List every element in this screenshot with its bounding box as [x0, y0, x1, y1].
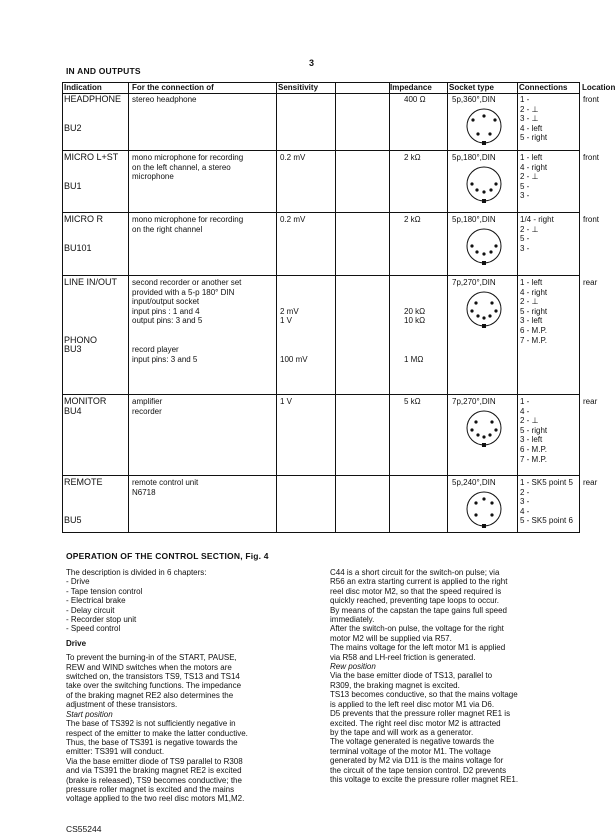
din-pin: [474, 420, 477, 423]
text-line: emitter: TS391 will conduct.: [66, 747, 165, 757]
cell-location: front: [583, 215, 600, 224]
cell-connections-line: 7 - M.P.: [520, 454, 547, 464]
cell-indication: [64, 278, 117, 355]
cell-connections: [520, 215, 554, 253]
din-socket-icon: [465, 490, 503, 528]
cell-connection-of-line: on the left channel, a stereo: [132, 162, 231, 172]
din-socket-key: [482, 443, 486, 447]
cell-impedance-line: 1 MΩ: [404, 354, 424, 364]
cell-impedance-line: [404, 297, 425, 307]
cell-indication-line: [64, 105, 121, 115]
text-line: excited. The right reel disc motor M2 is attracted: [330, 718, 501, 728]
text-line: Via the base emitter diode of TS13, parallel to: [330, 671, 493, 681]
header-connection-of: For the connection of: [132, 83, 214, 92]
cell-indication-line: [64, 288, 117, 298]
left-text-column: [66, 568, 316, 804]
cell-connection-of-line: microphone: [132, 172, 174, 182]
cell-connections-line: 3 - left: [520, 316, 543, 326]
din-socket-outline: [467, 109, 501, 143]
din-pin: [474, 301, 477, 304]
cell-impedance: [404, 215, 421, 225]
text-line: motor M2 will be supplied via R57.: [330, 633, 452, 643]
header-sensitivity: Sensitivity: [278, 83, 319, 92]
cell-connection-of-line: mono microphone for recording: [132, 153, 244, 162]
text-line: quickly reached, preventing tape loops to occur.: [330, 596, 499, 606]
din-pin: [475, 188, 478, 191]
row-rule: [62, 394, 580, 395]
text-line: this voltage to excite the pressure roller magnet RE1.: [330, 774, 519, 784]
din-pin: [470, 309, 473, 312]
cell-connection-of-line: recorder: [132, 406, 162, 416]
cell-indication-line: [64, 307, 117, 317]
cell-connection-of-line: amplifier: [132, 397, 163, 406]
cell-connections-line: 2 - ⊥: [520, 416, 539, 426]
section-title: IN AND OUTPUTS: [66, 66, 141, 76]
cell-connections-line: 1 - SK5 point 5: [520, 478, 573, 487]
text-line: respect of the emitter to make the latter conductive.: [66, 728, 248, 738]
cell-sensitivity-line: [280, 336, 308, 346]
cell-connection-of: [132, 478, 198, 497]
cell-indication-line: [64, 297, 117, 307]
text-line: reel disc motor M2, so that the speed required is: [330, 586, 502, 596]
subheading: Start position: [66, 709, 113, 719]
header-indication: Indication: [64, 83, 102, 92]
din-pin: [471, 118, 474, 121]
col-rule: [517, 82, 518, 533]
cell-connections-line: 2 - ⊥: [520, 172, 539, 182]
text-line: of the braking magnet RE2 also determines the: [66, 690, 234, 700]
cell-impedance-line: 2 kΩ: [404, 215, 421, 224]
cell-connections: [520, 397, 547, 464]
din-pin: [489, 188, 492, 191]
text-line: - Speed control: [66, 624, 121, 634]
cell-connections-line: 3 -: [520, 191, 530, 201]
cell-connections-line: 3 -: [520, 243, 530, 253]
cell-indication-line: [64, 225, 103, 235]
text-line: and via TS391 the braking magnet RE2 is excited: [66, 766, 242, 776]
cell-indication-line: BU1: [64, 180, 82, 191]
text-line: is applied to the left reel disc motor M1 via D6.: [330, 699, 495, 709]
cell-sensitivity-line: [280, 288, 308, 298]
din-pin: [482, 114, 485, 117]
cell-sensitivity: [280, 397, 292, 407]
text-line: R309, the braking magnet is excited.: [330, 680, 460, 690]
text-line: The voltage generated is negative towards the: [330, 737, 495, 747]
cell-impedance-line: [404, 288, 425, 298]
din-pin: [476, 314, 479, 317]
cell-connections-line: 2 - ⊥: [520, 224, 539, 234]
subheading: Drive: [66, 638, 87, 648]
cell-socket-type: 5p,180°,DIN: [452, 215, 496, 224]
cell-connection-of-line: record player: [132, 345, 179, 355]
cell-impedance: [404, 95, 426, 105]
cell-connections-line: 5 - right: [520, 133, 548, 143]
text-line: immediately.: [330, 615, 375, 625]
col-rule: [276, 82, 277, 533]
cell-connections-line: 3 - ⊥: [520, 114, 539, 124]
text-line: Thus, the base of TS391 is negative towards the: [66, 737, 238, 747]
din-pin: [494, 428, 497, 431]
cell-connection-of: [132, 153, 243, 182]
cell-impedance: [404, 397, 421, 407]
row-rule: [62, 150, 580, 151]
din-pin: [482, 435, 485, 438]
din-pin: [474, 513, 477, 516]
cell-indication-line: LINE IN/OUT: [64, 277, 118, 287]
cell-indication-line: PHONO: [64, 334, 98, 345]
cell-connection-of: [132, 278, 241, 364]
din-socket-key: [482, 141, 486, 145]
text-line: via R58 and LH-reel friction is generated.: [330, 652, 476, 662]
cell-sensitivity-line: [280, 297, 308, 307]
text-line: Via the base emitter diode of TS9 parallel to R308: [66, 756, 243, 766]
text-line: After the switch-on pulse, the voltage for the right: [330, 624, 504, 634]
din-pin: [474, 501, 477, 504]
col-rule: [128, 82, 129, 533]
cell-sensitivity-line: [280, 326, 308, 336]
text-line: The mains voltage for the left motor M1 is applied: [330, 643, 506, 653]
text-line: - Electrical brake: [66, 596, 126, 606]
operation-title: OPERATION OF THE CONTROL SECTION, Fig. 4: [66, 551, 269, 561]
cell-sensitivity: [280, 153, 305, 163]
cell-connection-of-line: input/output socket: [132, 297, 200, 307]
cell-connection-of-line: [132, 336, 241, 346]
din-socket-icon: [465, 165, 503, 203]
cell-connections-line: 6 - M.P.: [520, 444, 547, 454]
cell-sensitivity-line: [280, 478, 282, 488]
din-socket-outline: [467, 292, 501, 326]
cell-connections-line: 5 - SK5 point 6: [520, 516, 573, 526]
header-location: Location: [582, 83, 615, 92]
cell-impedance-line: 5 kΩ: [404, 397, 421, 406]
cell-sensitivity-line: [280, 278, 308, 288]
cell-sensitivity-line: [280, 95, 282, 105]
din-pin: [494, 182, 497, 185]
cell-connections-line: 4 - left: [520, 123, 543, 133]
text-line: The base of TS392 is not sufficiently negative in: [66, 719, 236, 729]
din-pin: [488, 132, 491, 135]
din-pin: [493, 118, 496, 121]
din-pin: [482, 190, 485, 193]
din-pin: [488, 433, 491, 436]
cell-impedance-line: [404, 345, 425, 355]
cell-indication-line: [64, 488, 103, 498]
col-rule: [579, 82, 580, 533]
din-pin: [490, 420, 493, 423]
row-rule: [62, 275, 580, 276]
header-impedance: Impedance: [390, 83, 432, 92]
cell-socket-type: 7p,270°,DIN: [452, 278, 496, 287]
text-line: D5 prevents that the pressure roller magnet RE1 is: [330, 709, 511, 719]
din-socket-key: [482, 261, 486, 265]
subheading: Rew position: [330, 662, 376, 672]
cell-impedance: [404, 153, 421, 163]
cell-connection-of: [132, 215, 243, 234]
col-rule: [389, 82, 390, 533]
din-pin: [476, 433, 479, 436]
din-pin: [494, 309, 497, 312]
cell-impedance-line: 400 Ω: [404, 95, 426, 104]
row-rule: [62, 212, 580, 213]
cell-connections-line: 5 -: [520, 234, 530, 244]
cell-indication-line: HEADPHONE: [64, 94, 122, 104]
din-pin: [489, 250, 492, 253]
cell-sensitivity-line: [280, 345, 308, 355]
cell-sensitivity: [280, 95, 282, 105]
din-pin: [494, 244, 497, 247]
cell-indication-line: MICRO L+ST: [64, 152, 119, 162]
text-line: voltage applied to the two reel disc motors M1,M2.: [66, 794, 245, 804]
cell-connections: [520, 95, 547, 143]
in-out-table: [62, 82, 615, 533]
col-rule: [62, 82, 63, 533]
din-pin: [470, 428, 473, 431]
din-pin: [490, 501, 493, 504]
cell-impedance-line: 20 kΩ: [404, 306, 426, 316]
header-connections: Connections: [519, 83, 568, 92]
cell-impedance-line: [404, 478, 406, 488]
cell-connection-of-line: N6718: [132, 487, 156, 497]
cell-connection-of: [132, 95, 197, 105]
cell-connections: [520, 153, 547, 201]
cell-sensitivity: [280, 478, 282, 488]
header-socket-type: Socket type: [449, 83, 494, 92]
cell-socket-type: 5p,180°,DIN: [452, 153, 496, 162]
cell-connections-line: 2 -: [520, 487, 530, 497]
cell-connection-of-line: input pins: 3 and 5: [132, 354, 198, 364]
footer-code: CS55244: [66, 824, 102, 834]
din-socket-icon: [465, 107, 503, 145]
cell-connections-line: 4 -: [520, 406, 530, 416]
cell-indication-line: MICRO R: [64, 214, 103, 224]
cell-connections-line: 4 - right: [520, 287, 548, 297]
text-line: - Recorder stop unit: [66, 615, 137, 625]
cell-connections-line: 1 -: [520, 397, 530, 406]
cell-connections-line: 7 - M.P.: [520, 335, 547, 345]
din-pin: [476, 132, 479, 135]
cell-location: rear: [583, 278, 598, 287]
din-pin: [475, 250, 478, 253]
cell-location: front: [583, 95, 600, 104]
cell-connection-of: [132, 397, 162, 416]
cell-connections: [520, 478, 573, 526]
din-socket-icon: [465, 290, 503, 328]
cell-sensitivity-line: 0.2 mV: [280, 215, 306, 224]
cell-connections: [520, 278, 547, 345]
table-header-rule: [62, 93, 580, 94]
cell-connection-of-line: mono microphone for recording: [132, 215, 244, 224]
cell-location: rear: [583, 397, 598, 406]
text-line: generated by M2 via D11 is the mains voltage for: [330, 756, 504, 766]
text-line: To prevent the burning-in of the START, PAUSE,: [66, 653, 237, 663]
cell-impedance-line: [404, 278, 425, 288]
cell-sensitivity-line: 0.2 mV: [280, 153, 306, 162]
cell-indication-line: [64, 316, 117, 326]
cell-connections-line: 1 - left: [520, 278, 543, 287]
text-line: take over the switching functions. The impedance: [66, 681, 242, 691]
cell-sensitivity-line: 100 mV: [280, 354, 308, 364]
cell-indication-line: BU5: [64, 515, 82, 526]
cell-connections-line: 6 - M.P.: [520, 325, 547, 335]
cell-connection-of-line: input pins : 1 and 4: [132, 306, 200, 316]
cell-indication-line: BU101: [64, 242, 92, 253]
cell-connections-line: 5 - right: [520, 306, 548, 316]
text-line: By means of the capstan the tape gains full speed: [330, 605, 508, 615]
text-line: (brake is released), TS9 becomes conductive; the: [66, 775, 242, 785]
table-bottom-rule: [62, 532, 580, 533]
cell-impedance-line: [404, 326, 425, 336]
cell-impedance: [404, 278, 425, 364]
din-socket-key: [482, 524, 486, 528]
cell-impedance-line: 10 kΩ: [404, 316, 426, 326]
cell-connection-of-line: [132, 326, 241, 336]
right-text-column: [330, 568, 580, 784]
cell-sensitivity: [280, 215, 305, 225]
din-pin: [482, 316, 485, 319]
cell-connection-of-line: second recorder or another set: [132, 278, 242, 287]
cell-indication-line: BU3: [64, 344, 82, 355]
din-pin: [490, 301, 493, 304]
text-line: terminal voltage of the motor M1. The voltage: [330, 746, 491, 756]
cell-indication-line: BU2: [64, 122, 82, 133]
cell-impedance-line: [404, 336, 425, 346]
cell-connection-of-line: provided with a 5-p 180° DIN: [132, 287, 235, 297]
cell-indication-line: [64, 163, 118, 173]
din-pin: [488, 314, 491, 317]
cell-indication: [64, 397, 106, 416]
din-socket-icon: [465, 227, 503, 265]
cell-indication-line: MONITOR: [64, 396, 107, 406]
cell-connections-line: 3 -: [520, 497, 530, 507]
cell-location: rear: [583, 478, 598, 487]
page-number: 3: [309, 58, 315, 68]
cell-connections-line: 1 - left: [520, 153, 543, 162]
cell-indication: [64, 215, 103, 253]
col-rule: [335, 82, 336, 533]
cell-indication-line: [64, 497, 103, 507]
text-line: TS13 becomes conductive, so that the mains voltage: [330, 690, 518, 700]
cell-socket-type: 5p,240°,DIN: [452, 478, 496, 487]
text-line: the circuit of the tape tension control. D2 prevents: [330, 765, 507, 775]
cell-sensitivity-line: 1 V: [280, 397, 293, 406]
text-line: pressure roller magnet is excited and the mains: [66, 784, 235, 794]
text-line: adjustment of these transistors.: [66, 700, 178, 710]
din-socket-key: [482, 199, 486, 203]
cell-connection-of-line: on the right channel: [132, 224, 203, 234]
cell-connections-line: 3 - left: [520, 435, 543, 445]
text-line: REW and WIND switches when the motors are: [66, 662, 232, 672]
cell-connection-of-line: remote control unit: [132, 478, 199, 487]
col-rule: [447, 82, 448, 533]
cell-sensitivity-line: 1 V: [280, 316, 293, 326]
cell-indication: [64, 95, 121, 133]
text-line: switched on, the transistors TS9, TS13 and TS14: [66, 672, 240, 682]
din-pin: [470, 182, 473, 185]
text-line: C44 is a short circuit for the switch-on pulse; via: [330, 568, 500, 577]
cell-socket-type: 5p,360°,DIN: [452, 95, 496, 104]
cell-connections-line: 2 - ⊥: [520, 104, 539, 114]
cell-connections-line: 5 - right: [520, 425, 548, 435]
cell-indication: [64, 478, 103, 526]
din-pin: [490, 513, 493, 516]
cell-impedance-line: 2 kΩ: [404, 153, 421, 162]
cell-connections-line: 1/4 - right: [520, 215, 554, 224]
text-line: The description is divided in 6 chapters:: [66, 568, 207, 577]
text-line: - Delay circuit: [66, 605, 115, 615]
cell-socket-type: 7p,270°,DIN: [452, 397, 496, 406]
cell-connection-of-line: output pins: 3 and 5: [132, 316, 203, 326]
row-rule: [62, 475, 580, 476]
din-socket-key: [482, 324, 486, 328]
cell-sensitivity-line: 2 mV: [280, 306, 299, 316]
cell-connections-line: 4 -: [520, 506, 530, 516]
cell-connections-line: 4 - right: [520, 162, 548, 172]
cell-indication: [64, 153, 118, 191]
din-pin: [482, 497, 485, 500]
cell-connections-line: 2 - ⊥: [520, 297, 539, 307]
cell-indication-line: REMOTE: [64, 477, 103, 487]
din-pin: [482, 252, 485, 255]
cell-connections-line: 1 -: [520, 95, 530, 104]
text-line: by the tape and will work as a generator.: [330, 727, 474, 737]
cell-impedance: [404, 478, 406, 488]
cell-connections-line: 5 -: [520, 181, 530, 191]
din-socket-icon: [465, 409, 503, 447]
cell-sensitivity: [280, 278, 308, 364]
cell-indication-line: BU4: [64, 405, 82, 416]
din-socket-outline: [467, 411, 501, 445]
din-socket-outline: [467, 492, 501, 526]
text-line: R56 an extra starting current is applied to the right: [330, 577, 508, 587]
cell-location: front: [583, 153, 600, 162]
text-line: - Drive: [66, 577, 90, 587]
cell-connection-of-line: stereo headphone: [132, 95, 197, 104]
din-pin: [470, 244, 473, 247]
text-line: - Tape tension control: [66, 586, 143, 596]
